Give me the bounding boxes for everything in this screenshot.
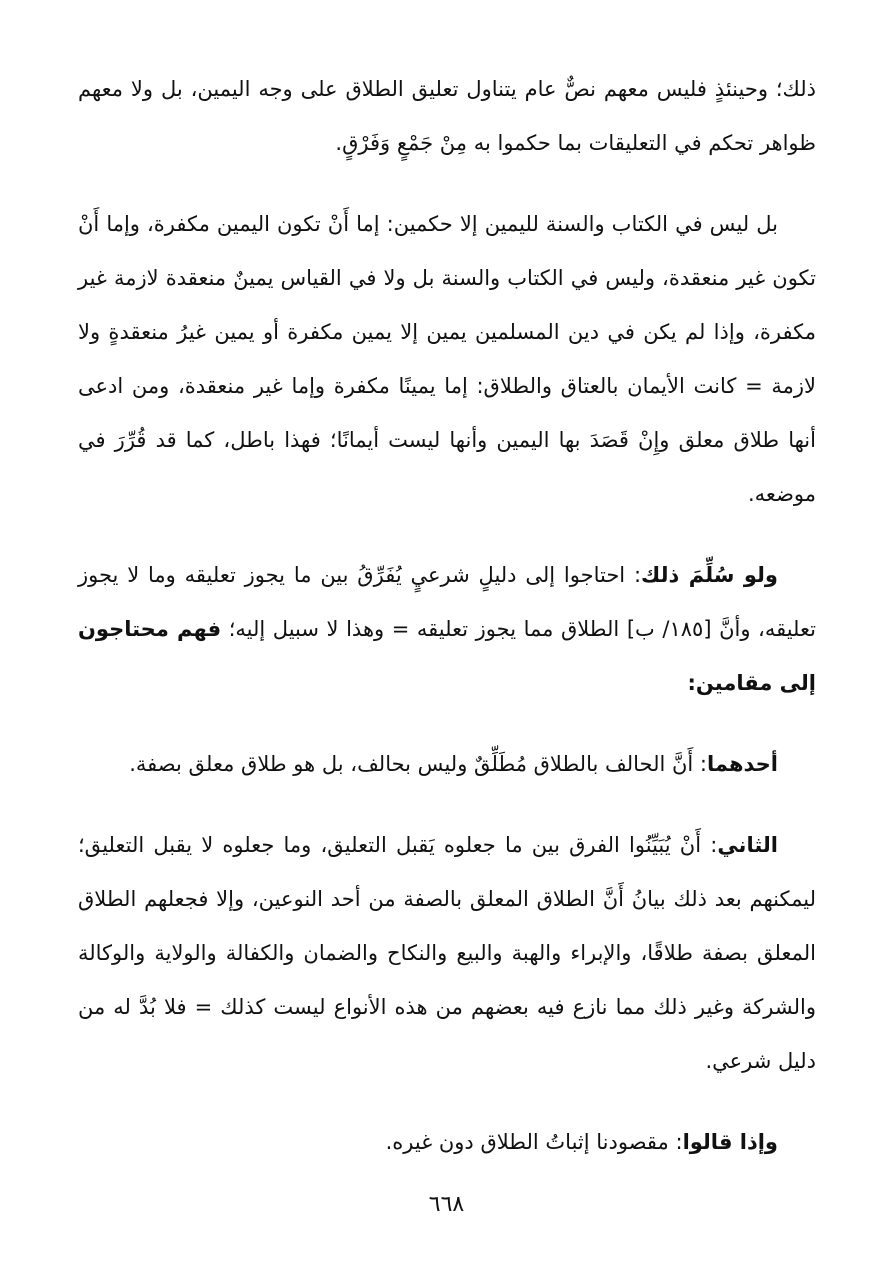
paragraph-2	[78, 197, 816, 521]
paragraph-5-text: : أَنْ يُبَيِّنُوا الفرق بين ما جعلوه يَقبل التعليق، وما جعلوه لا يقبل التعليق؛ ليمكنهم بعد ذلك بيانُ أَنَّ الطلاق المعلق بالصفة من أحد النوعين، وإلا فجعلهم الطلاق المعلق بصفة طلاقًا، والإبراء والهبة والبيع والنكاح والضمان والكفالة والولاية والوكالة والشركة وغير ذلك مما نازع فيه بعضهم من هذه الأنواع ليست كذلك = فلا بُدَّ له من دليل شرعي.	[78, 833, 816, 1073]
paragraph-4-lead: أحدهما	[707, 752, 778, 776]
paragraph-1	[78, 62, 816, 170]
paragraph-4-text: : أَنَّ الحالف بالطلاق مُطَلِّقٌ وليس بحالف، بل هو طلاق معلق بصفة.	[129, 752, 707, 776]
paragraph-3-lead: ولو سُلِّمَ ذلك	[641, 563, 778, 587]
paragraph-3	[78, 548, 816, 710]
paragraph-6	[78, 1115, 816, 1169]
page-number: ٦٦٨	[428, 1192, 465, 1217]
page-body	[78, 62, 816, 1196]
paragraph-5-lead: الثاني	[717, 833, 778, 857]
paragraph-3-tail: فهم محتاجون إلى مقامين:	[78, 617, 816, 695]
paragraph-6-lead: وإذا قالوا	[682, 1130, 778, 1154]
paragraph-3-text: : احتاجوا إلى دليلٍ شرعيٍ يُفَرِّقُ بين ما يجوز تعليقه وما لا يجوز تعليقه، وأنَّ [١٨٥/ ب] الطلاق مما يجوز تعليقه = وهذا لا سبيل إليه؛	[78, 563, 816, 641]
paragraph-4	[78, 737, 816, 791]
paragraph-5	[78, 818, 816, 1088]
paragraph-1-text: ذلك؛ وحينئذٍ فليس معهم نصٌّ عام يتناول تعليق الطلاق على وجه اليمين، بل ولا معهم ظواهر تحكم في التعليقات بما حكموا به مِنْ جَمْعٍ وَفَرْقٍ.	[78, 77, 816, 155]
paragraph-6-text: : مقصودنا إثباتُ الطلاق دون غيره.	[385, 1130, 683, 1154]
paragraph-2-text: بل ليس في الكتاب والسنة لليمين إلا حكمين: إما أَنْ تكون اليمين مكفرة، وإما أَنْ تكون غير منعقدة، وليس في الكتاب والسنة بل ولا في القياس يمينٌ منعقدة لازمة غير مكفرة، وإذا لم يكن في دين المسلمين يمين إلا يمين مكفرة أو يمين غيرُ منعقدةٍ ولا لازمة = كانت الأيمان بالعتاق والطلاق: إما يمينًا مكفرة وإما غير منعقدة، ومن ادعى أنها طلاق معلق وإِنْ قَصَدَ بها اليمين وأنها ليست أيمانًا؛ فهذا باطل، كما قد قُرِّرَ في موضعه.	[78, 212, 816, 506]
